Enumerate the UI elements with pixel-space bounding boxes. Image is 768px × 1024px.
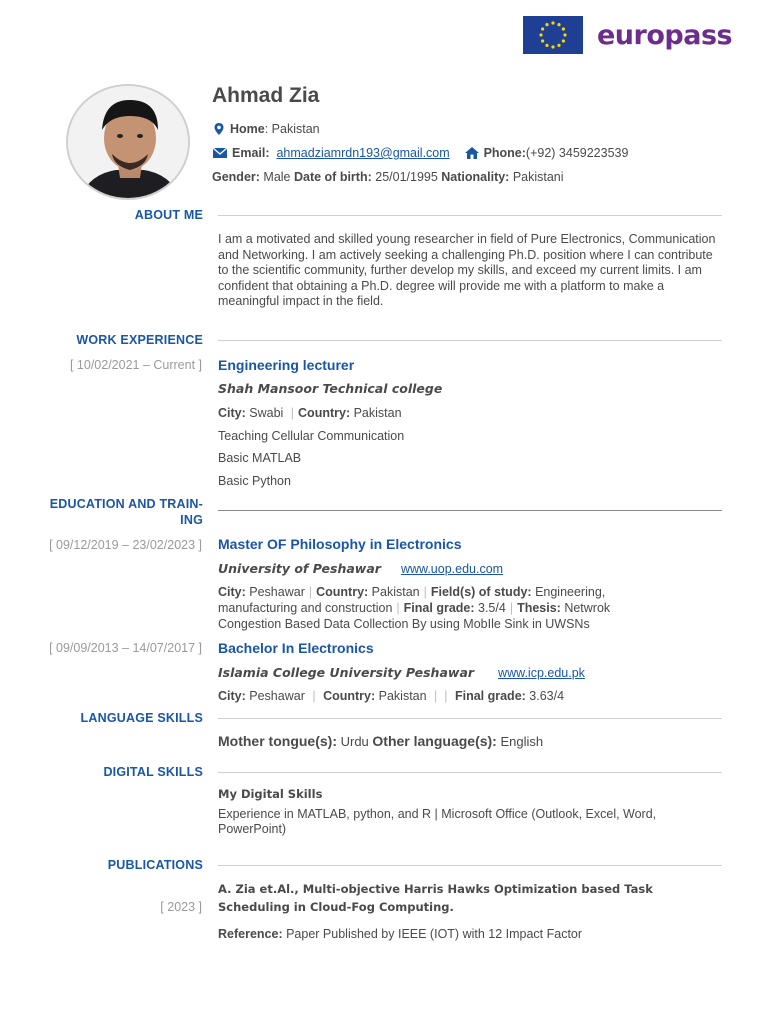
work-location: City: Swabi | Country: Pakistan	[218, 406, 402, 420]
gender-label: Gender:	[212, 170, 260, 184]
eu-flag-icon	[523, 16, 583, 54]
section-title-digital: DIGITAL SKILLS	[103, 765, 203, 779]
profile-photo	[66, 84, 190, 200]
about-text: I am a motivated and skilled young researcher in field of Pure Electronics, Communication and Networking. I am actively seeking a challenging Ph.D. position where I can contribute to the scientific community, further develop my skills, and exceed my current limits. I am confident that obtaining a Ph.D. degree will provide me with a platform to make a meaningful impact in the field.	[218, 232, 716, 308]
section-title-publications: PUBLICATIONS	[107, 858, 203, 872]
section-title-about: ABOUT ME	[134, 208, 203, 222]
work-item: Basic Python	[218, 474, 291, 488]
edu-details: City: Peshawar | Country: Pakistan | | Final grade: 3.63/4	[218, 689, 565, 703]
dob-label: Date of birth:	[293, 170, 372, 184]
email-link[interactable]: ahmadziamrdn193@gmail.com	[276, 146, 450, 160]
dob-value: 25/01/1995	[371, 170, 442, 184]
divider	[218, 215, 722, 216]
home-value: : Pakistan	[264, 122, 320, 136]
email-icon	[212, 146, 228, 160]
section-title-work: WORK EXPERIENCE	[76, 333, 203, 347]
edu-website-link[interactable]: www.uop.edu.com	[400, 562, 504, 576]
divider	[218, 865, 722, 866]
section-title-language: LANGUAGE SKILLS	[80, 711, 203, 725]
nationality-value: Pakistani	[509, 170, 564, 184]
section-title-education: EDUCATION AND TRAIN- ING	[49, 497, 203, 527]
work-org: Shah Mansoor Technical college	[218, 381, 443, 396]
digital-subtitle: My Digital Skills	[218, 787, 323, 801]
divider	[218, 340, 722, 341]
edu-org: University of Peshawar www.uop.edu.com	[218, 561, 504, 576]
work-role: Engineering lecturer	[218, 357, 355, 373]
home-phone-icon	[464, 146, 480, 160]
publication-reference: Reference: Paper Published by IEEE (IOT) with 12 Impact Factor	[218, 927, 583, 941]
location-pin-icon	[212, 122, 226, 136]
publication-title: A. Zia et.Al., Multi-objective Harris Hawks Optimization based Task Scheduling in Cloud-Fog Computing.	[218, 882, 653, 914]
digital-line: Experience in MATLAB, python, and R | Microsoft Office (Outlook, Excel, Word,	[218, 807, 657, 821]
phone-value: (+92) 3459223539	[525, 146, 629, 160]
divider	[218, 718, 722, 719]
divider	[218, 772, 722, 773]
edu-degree: Bachelor In Electronics	[218, 640, 374, 656]
gender-value: Male	[259, 170, 294, 184]
work-item: Teaching Cellular Communication	[218, 429, 405, 443]
europass-logo	[523, 16, 732, 54]
full-name: Ahmad Zia	[212, 84, 320, 107]
edu-org: Islamia College University Peshawar www.icp.edu.pk	[218, 665, 585, 680]
edu-date: [ 09/09/2013 – 14/07/2017 ]	[49, 641, 202, 655]
divider	[218, 510, 722, 511]
language-line: Mother tongue(s): Urdu Other language(s): English	[218, 733, 544, 749]
europass-logo-text: europass	[597, 19, 733, 51]
edu-date: [ 09/12/2019 – 23/02/2023 ]	[49, 538, 202, 552]
work-item: Basic MATLAB	[218, 451, 302, 465]
email-label: Email:	[232, 146, 270, 160]
personal-line	[212, 170, 564, 184]
home-label: Home	[230, 122, 265, 136]
digital-line: PowerPoint)	[218, 822, 287, 836]
home-line	[212, 122, 320, 136]
edu-details: City: Peshawar | Country: Pakistan | Field(s) of study: Engineering, manufacturing and construction | Final grade: 3.5/4 | Thesis: Netwrok Congestion Based Data Collection By using MobIle Sink in UWSNs	[218, 585, 611, 631]
edu-degree: Master OF Philosophy in Electronics	[218, 536, 462, 552]
nationality-label: Nationality:	[441, 170, 510, 184]
publication-date: [ 2023 ]	[160, 900, 202, 914]
contact-line	[212, 146, 628, 160]
edu-website-link[interactable]: www.icp.edu.pk	[498, 666, 585, 680]
work-date: [ 10/02/2021 – Current ]	[69, 358, 202, 372]
phone-label: Phone:	[483, 146, 526, 160]
